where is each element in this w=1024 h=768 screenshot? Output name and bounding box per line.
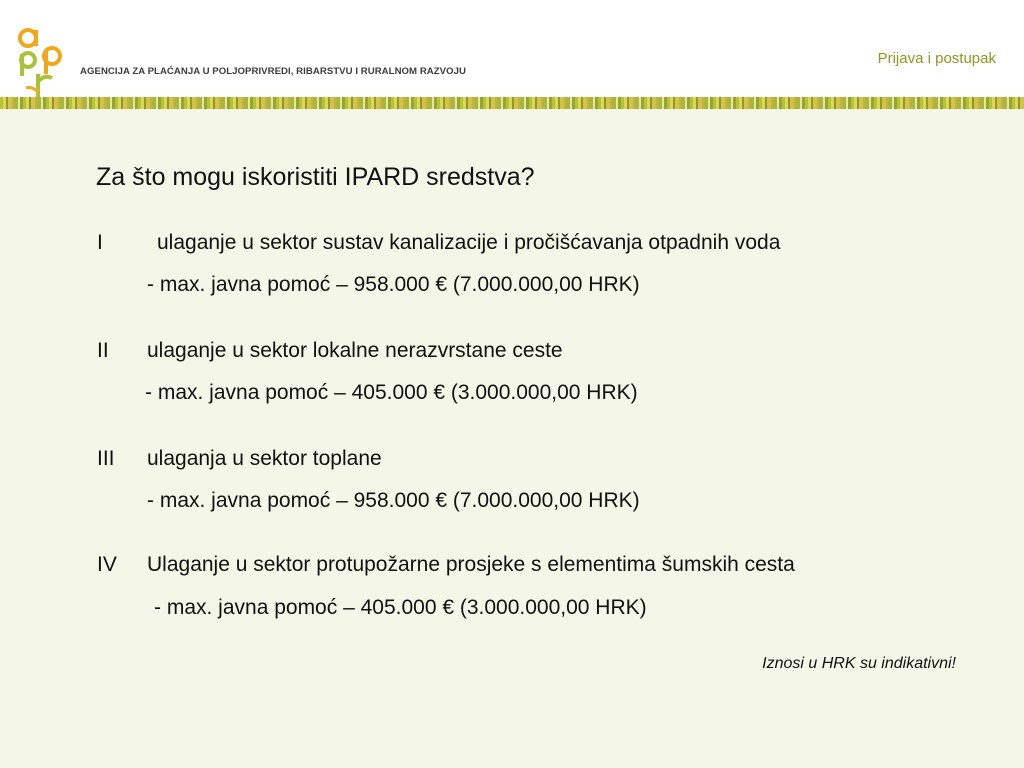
- item-numeral: III: [97, 447, 115, 470]
- item-detail: - max. javna pomoć – 958.000 € (7.000.000,00 HRK): [147, 489, 640, 512]
- agency-name: AGENCIJA ZA PLAĆANJA U POLJOPRIVREDI, RIBARSTVU I RURALNOM RAZVOJU: [80, 66, 467, 77]
- item-detail: - max. javna pomoć – 958.000 € (7.000.000,00 HRK): [147, 273, 640, 296]
- section-title: Prijava i postupak: [877, 50, 996, 67]
- item-text: ulaganje u sektor sustav kanalizacije i pročišćavanja otpadnih voda: [157, 231, 781, 254]
- apprrr-logo: [14, 24, 70, 106]
- item-text: ulaganja u sektor toplane: [147, 447, 382, 470]
- item-numeral: II: [97, 339, 109, 362]
- item-detail: - max. javna pomoć – 405.000 € (3.000.000,00 HRK): [145, 381, 638, 404]
- slide-title: Za što mogu iskoristiti IPARD sredstva?: [96, 163, 535, 191]
- item-text: ulaganje u sektor lokalne nerazvrstane ceste: [147, 339, 563, 362]
- decorative-stripe: [0, 97, 1024, 109]
- footnote: Iznosi u HRK su indikativni!: [762, 655, 956, 672]
- item-detail: - max. javna pomoć – 405.000 € (3.000.000,00 HRK): [154, 596, 647, 619]
- item-text: Ulaganje u sektor protupožarne prosjeke s elementima šumskih cesta: [147, 553, 795, 576]
- item-numeral: I: [97, 231, 103, 254]
- header: [0, 0, 1024, 98]
- item-numeral: IV: [97, 553, 117, 576]
